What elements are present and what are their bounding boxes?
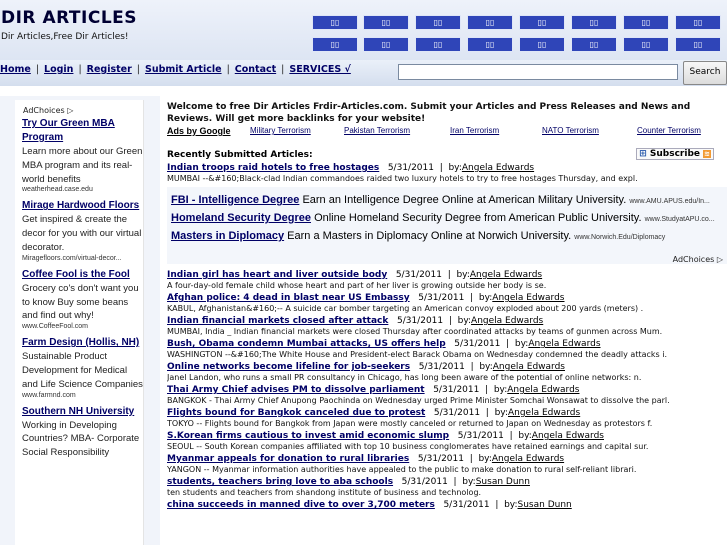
article-by: by: [448, 163, 462, 173]
article-title[interactable]: Afghan police: 4 dead in blast near US Embassy [167, 293, 410, 303]
topic-links [167, 126, 727, 140]
top-button[interactable]: ▯▯ [675, 15, 721, 30]
search-button[interactable]: Search [683, 61, 727, 85]
sidebar-ad [22, 199, 143, 261]
article-description: YANGON -- Myanmar information authorities have appealed to the public to make donation to rural self-reliant librari. [167, 465, 637, 474]
sidebar-ad-body: Get inspired & create the decor for you with our virtual decorator. [22, 214, 142, 253]
top-button[interactable]: ▯▯ [571, 15, 617, 30]
sidebar-ads [15, 100, 144, 545]
site-subtitle: Dir Articles,Free Dir Articles! [1, 32, 129, 42]
article-header: S.Korean firms cautious to invest amid economic slump 5/31/2011 | by:Angela Edwards [167, 431, 604, 441]
article-date: 5/31/2011 [457, 431, 504, 441]
article-by: by: [494, 408, 508, 418]
article-header: Bush, Obama condemn Mumbai attacks, US offers help 5/31/2011 | by:Angela Edwards [167, 339, 601, 349]
article-by: by: [518, 431, 532, 441]
article-date: 5/31/2011 [395, 270, 442, 280]
nav-home[interactable]: Home [0, 64, 31, 75]
article-by: by: [456, 270, 470, 280]
top-button[interactable]: ▯▯ [467, 37, 513, 52]
article-item [167, 454, 727, 474]
article-header: Myanmar appeals for donation to rural libraries 5/31/2011 | by:Angela Edwards [167, 454, 565, 464]
top-button[interactable]: ▯▯ [363, 37, 409, 52]
article-header: china succeeds in manned dive to over 3,700 meters 5/31/2011 | by:Susan Dunn [167, 500, 572, 510]
sidebar-ad-url[interactable]: weatherhead.case.edu [22, 186, 93, 194]
ads-by-google[interactable]: Ads by Google [167, 126, 231, 136]
topic-link[interactable]: Counter Terrorism [637, 126, 701, 135]
inline-ad [171, 227, 727, 245]
subscribe-button[interactable] [636, 148, 714, 160]
sidebar-ad-url[interactable]: www.farmnd.com [22, 391, 76, 399]
article-by: by: [479, 362, 493, 372]
sidebar-ad-body: Learn more about our Green MBA program and its real-world benefits [22, 146, 143, 185]
article-description: BANGKOK - Thai Army Chief Anupong Paochinda on Wednesday urged Prime Minister Somchai Wonsawat to dissolve the parl. [167, 396, 670, 405]
top-button[interactable]: ▯▯ [623, 37, 669, 52]
nav-links [0, 64, 351, 75]
article-description: ten students and teachers from shandong institute of business and technolog. [167, 488, 482, 497]
sidebar-ad-title[interactable]: Coffee Fool is the Fool [22, 268, 130, 280]
sidebar-ad-url[interactable]: Miragefloors.com/virtual-decor... [22, 254, 122, 262]
article-item [167, 339, 727, 359]
subscribe-label: Subscribe [649, 149, 700, 159]
inline-ad-box [167, 187, 727, 264]
article-title[interactable]: Thai Army Chief advises PM to dissolve parliament [167, 385, 425, 395]
article-by: by: [478, 293, 493, 303]
article-author[interactable]: Susan Dunn [517, 500, 572, 510]
welcome-text: Welcome to free Dir Articles Frdir-Articles.com. Submit your Articles and Press Releases and News and Reviews. Will get more backlinks for your website! [167, 102, 691, 124]
sidebar-ad [22, 405, 143, 460]
article-date: 5/31/2011 [417, 454, 464, 464]
article-title[interactable]: china succeeds in manned dive to over 3,700 meters [167, 500, 435, 510]
top-button[interactable]: ▯▯ [415, 15, 461, 30]
sidebar-ad [22, 117, 143, 193]
article-description: A four-day-old female child whose heart and part of her liver is growing outside her body is se. [167, 281, 547, 290]
article-author[interactable]: Susan Dunn [475, 477, 530, 487]
article-by: by: [493, 385, 508, 395]
nav-separator: | [78, 64, 82, 75]
article-author[interactable]: Angela Edwards [469, 270, 543, 280]
topic-link[interactable]: Military Terrorism [250, 126, 311, 135]
article-header: Online networks become lifeline for job-seekers 5/31/2011 | by:Angela Edwards [167, 362, 565, 372]
adchoices-label[interactable]: AdChoices ▷ [23, 106, 74, 115]
article-author[interactable]: Angela Edwards [492, 293, 565, 303]
article-date: 5/31/2011 [401, 477, 448, 487]
sidebar-ad-body: Grocery co's don't want you to know Buy some beans and find out why! [22, 282, 139, 322]
article-item [167, 163, 727, 183]
article-author[interactable]: Angela Edwards [492, 362, 565, 372]
inline-ad-title[interactable]: Masters in Diplomacy [171, 230, 285, 242]
inline-ad-title[interactable]: FBI - Intelligence Degree [171, 194, 300, 206]
article-title[interactable]: Indian troops raid hotels to free hostages [167, 163, 380, 173]
article-item [167, 385, 727, 405]
article-description: TOKYO -- Flights bound for Bangkok from Japan were mostly canceled or returned to Japan on Wednesday as protestors f. [167, 419, 653, 428]
article-title[interactable]: Bush, Obama condemn Mumbai attacks, US offers help [167, 339, 446, 349]
topic-link[interactable]: NATO Terrorism [542, 126, 599, 135]
article-item [167, 270, 727, 290]
plus-icon: ⊞ [639, 149, 647, 159]
article-header: Flights bound for Bangkok canceled due to protest 5/31/2011 | by:Angela Edwards [167, 408, 581, 418]
nav-separator: | [35, 64, 40, 75]
nav-separator: | [281, 64, 285, 75]
top-button[interactable]: ▯▯ [312, 15, 358, 30]
article-date: 5/31/2011 [418, 293, 465, 303]
article-description: MUMBAI --&#160;Black-clad Indian commandoes raided two luxury hotels to try to free hostages Thursday, and expl. [167, 174, 638, 183]
article-author[interactable]: Angela Edwards [528, 339, 601, 349]
article-header: Afghan police: 4 dead in blast near US Embassy 5/31/2011 | by:Angela Edwards [167, 293, 565, 303]
top-button[interactable]: ▯▯ [415, 37, 461, 52]
sidebar-ad-url[interactable]: www.CoffeeFool.com [22, 323, 89, 331]
article-by: by: [504, 500, 518, 510]
article-date: 5/31/2011 [454, 339, 501, 349]
article-date: 5/31/2011 [418, 362, 465, 372]
site-title[interactable]: DIR ARTICLES [1, 8, 138, 28]
top-button[interactable]: ▯▯ [312, 37, 358, 52]
article-item [167, 477, 727, 497]
inline-ad-text: Earn a Masters in Diplomacy Online at Norwich University. [287, 230, 572, 242]
nav-separator: | [226, 64, 230, 75]
main-content [167, 101, 727, 511]
top-button[interactable]: ▯▯ [571, 37, 617, 52]
article-header: Indian financial markets closed after attack 5/31/2011 | by:Angela Edwards [167, 316, 544, 326]
article-description: MUMBAI, India _ Indian financial markets were closed Thursday after coordinated attacks by teams of gunmen across Mum. [167, 327, 663, 336]
article-author[interactable]: Angela Edwards [531, 431, 604, 441]
search-input[interactable] [398, 64, 678, 80]
article-title[interactable]: Online networks become lifeline for job-seekers [167, 362, 411, 372]
nav-register[interactable]: Register [86, 64, 132, 75]
nav-submit-article[interactable]: Submit Article [144, 64, 222, 75]
article-date: 5/31/2011 [433, 408, 481, 418]
inline-ad-url[interactable]: www.Norwich.Edu/Diplomacy [574, 234, 666, 241]
nav-separator: | [136, 64, 140, 75]
article-date: 5/31/2011 [387, 163, 434, 173]
article-description: Janel Landon, who runs a small PR consultancy in Chicago, has long been aware of the potential of online networks: n. [167, 373, 642, 382]
adchoices-label[interactable]: AdChoices ▷ [672, 255, 723, 264]
sidebar-ad-title[interactable]: Try Our Green MBA Program [22, 118, 115, 143]
article-list [167, 270, 727, 511]
top-button[interactable]: ▯▯ [675, 37, 721, 52]
topic-link[interactable]: Iran Terrorism [450, 126, 500, 135]
article-item [167, 362, 727, 382]
article-author[interactable]: Angela Edwards [507, 385, 580, 395]
topic-link[interactable]: Pakistan Terrorism [344, 126, 411, 135]
sidebar-ad-list [15, 117, 143, 460]
article-description: SEOUL -- South Korean companies affiliated with top 10 business conglomerates have retained earnings and capital sur. [167, 442, 649, 451]
sidebar-ad-title[interactable]: Farm Design (Hollis, NH) [22, 337, 140, 349]
article-date: 5/31/2011 [396, 316, 444, 326]
sidebar-ad [22, 268, 143, 330]
article-by: by: [478, 454, 492, 464]
article-author[interactable]: Angela Edwards [491, 454, 565, 464]
article-by: by: [457, 316, 472, 326]
article-item [167, 408, 727, 428]
article-item [167, 293, 727, 313]
article-title[interactable]: Indian girl has heart and liver outside body [167, 270, 388, 280]
article-item [167, 316, 727, 336]
sidebar-ad-body: Sustainable Product Development for Medical and Life Science Companies [22, 351, 143, 390]
sidebar-ad-title[interactable]: Southern NH University [22, 405, 135, 417]
article-author[interactable]: Angela Edwards [461, 163, 535, 173]
article-description: KABUL, Afghanistan&#160;-- A suicide car bomber targeting an American convoy exploded about 200 yards (meters) . [167, 304, 644, 313]
article-description: WASHINGTON --&#160;The White House and President-elect Barack Obama on Wednesday condemned the deadly attacks i. [167, 350, 668, 359]
article-header: Indian girl has heart and liver outside body 5/31/2011 | by:Angela Edwards [167, 270, 543, 280]
top-button[interactable]: ▯▯ [467, 15, 513, 30]
nav-login[interactable]: Login [44, 64, 74, 75]
sidebar-ad-body: Working in Developing Countries? MBA- Corporate Social Responsibility [22, 419, 140, 459]
inline-ad-text: Earn an Intelligence Degree Online at American Military University. [302, 194, 627, 206]
article-header: Indian troops raid hotels to free hostages 5/31/2011 | by:Angela Edwards [167, 163, 535, 173]
article-title[interactable]: S.Korean firms cautious to invest amid economic slump [167, 431, 450, 441]
inline-ad-title[interactable]: Homeland Security Degree [171, 212, 311, 224]
article-by: by: [514, 339, 529, 349]
inline-ad [171, 191, 727, 209]
article-author[interactable]: Angela Edwards [507, 408, 581, 418]
recent-articles-heading: Recently Submitted Articles: [167, 150, 313, 160]
inline-ad-text: Online Homeland Security Degree from American Public University. [314, 212, 642, 224]
nav-contact[interactable]: Contact [234, 64, 277, 75]
top-button[interactable]: ▯▯ [363, 15, 409, 30]
article-title[interactable]: Flights bound for Bangkok canceled due to protest [167, 408, 426, 418]
inline-ad [171, 209, 727, 227]
article-title[interactable]: students, teachers bring love to aba schools [167, 477, 394, 487]
inline-ad-url[interactable]: www.StudyatAPU.co... [644, 216, 715, 223]
rss-icon: ≋ [704, 150, 710, 158]
sidebar-ad-title[interactable]: Mirage Hardwood Floors [22, 200, 140, 212]
top-button[interactable]: ▯▯ [519, 37, 565, 52]
article-by: by: [462, 477, 476, 487]
inline-ad-rows [171, 191, 727, 245]
top-button[interactable]: ▯▯ [623, 15, 669, 30]
article-title[interactable]: Indian financial markets closed after attack [167, 316, 389, 326]
inline-ad-url[interactable]: www.AMU.APUS.edu/In... [629, 198, 710, 205]
article-item [167, 431, 727, 451]
article-header: Thai Army Chief advises PM to dissolve parliament 5/31/2011 | by:Angela Edwards [167, 385, 580, 395]
article-date: 5/31/2011 [443, 500, 490, 510]
article-item [167, 500, 727, 511]
sidebar-ad [22, 336, 143, 398]
article-date: 5/31/2011 [433, 385, 480, 395]
article-author[interactable]: Angela Edwards [471, 316, 544, 326]
top-button[interactable]: ▯▯ [519, 15, 565, 30]
article-header: students, teachers bring love to aba schools 5/31/2011 | by:Susan Dunn [167, 477, 530, 487]
nav-services[interactable]: SERVICES √ [289, 64, 351, 75]
site-header [0, 0, 727, 60]
article-title[interactable]: Myanmar appeals for donation to rural libraries [167, 454, 410, 464]
